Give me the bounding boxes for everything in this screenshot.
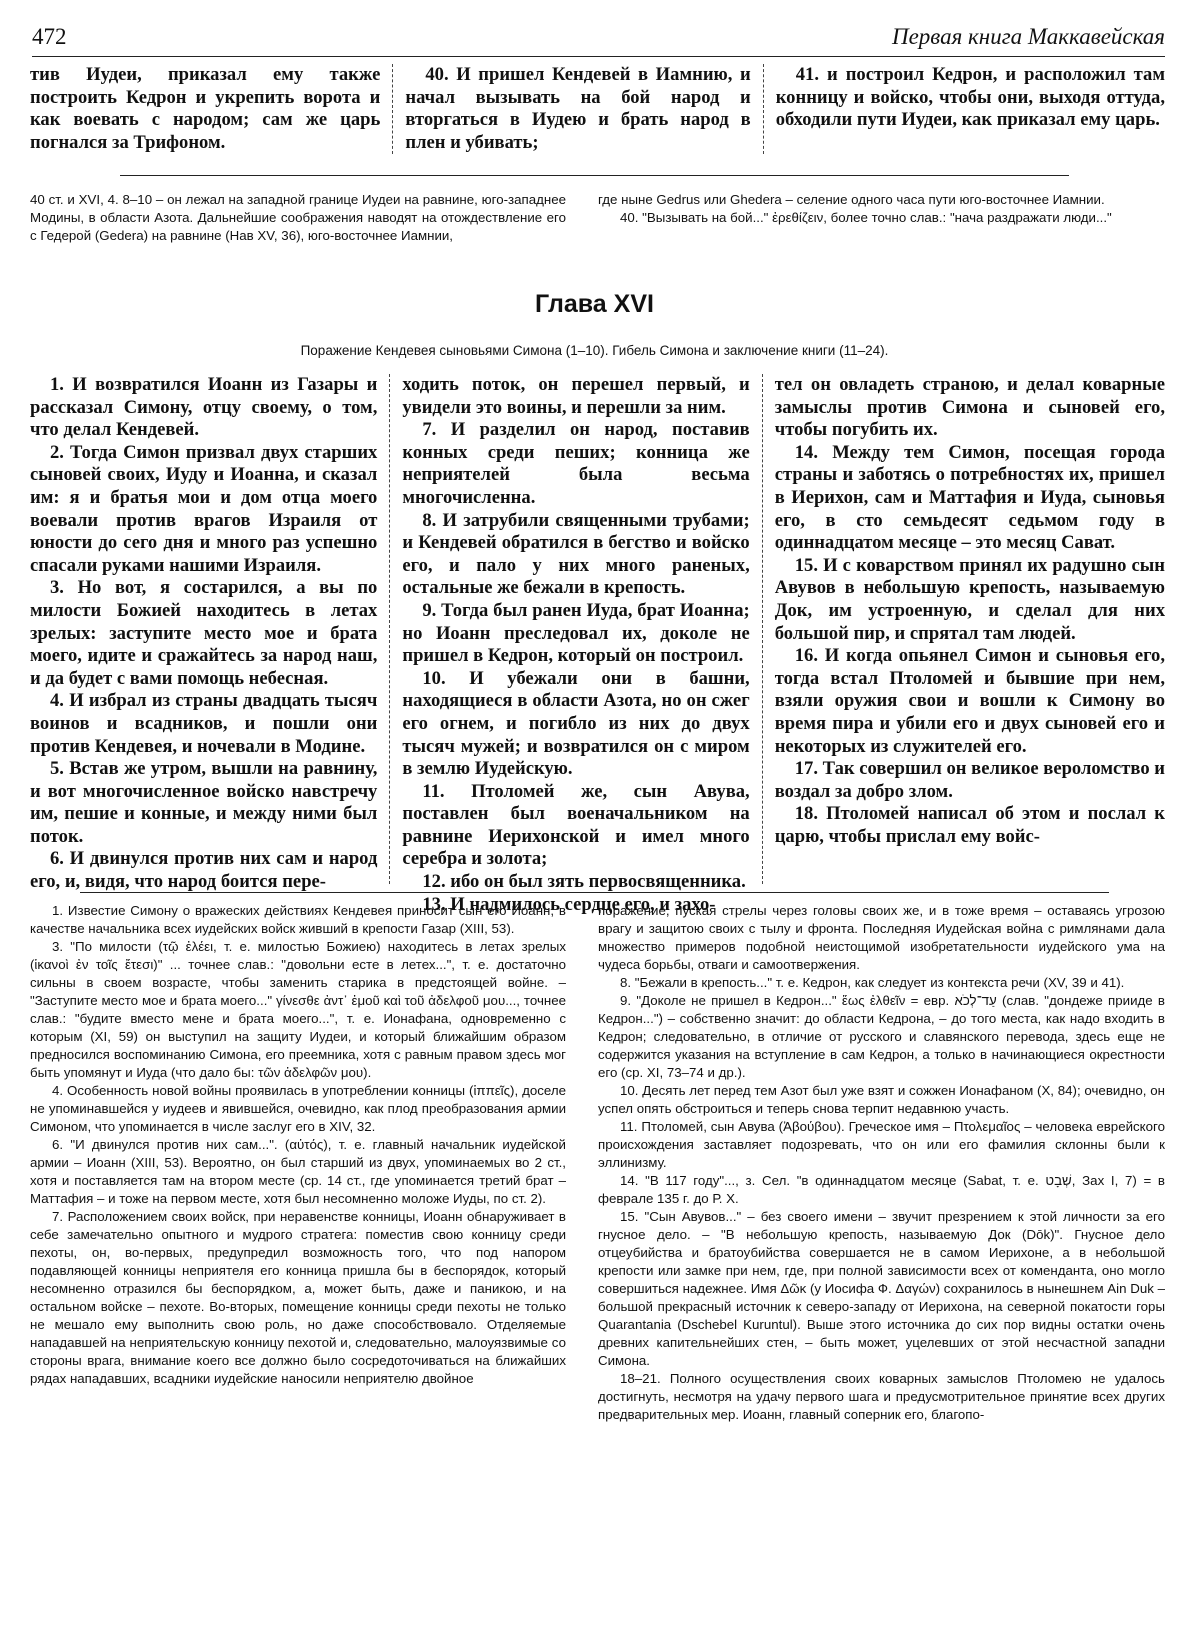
verse-6: 6. И двинулся против них сам и народ его, и, видя, что народ боится пере- bbox=[30, 848, 378, 893]
verse-40: 40. И пришел Кендевей в Иамнию, и начал вызывать на бой народ и вторгаться в Иудею и брать народ в плен и убивать; bbox=[405, 64, 751, 153]
top-footnote-left bbox=[30, 191, 582, 245]
verse-16: 16. И когда опьянел Симон и сыновья его, тогда встал Птоломей и бывшие при нем, взяли оружия свои и вошли к Симону во время пира и убили его и двух сыновей его и некоторых из служителей его. bbox=[774, 645, 1165, 757]
footnote-continuation: поражение, пуская стрелы через головы своих же, и в тоже время – оставаясь угрозою врагу и защитою своих с тылу и фронта. Последняя Иудейская война с римлянами дала множество примеров подобной неистощимой изобретательности иудейского ума на чудеса борьбы, отваги и самоотвержения. bbox=[598, 903, 1165, 972]
footnote-8: 8. "Бежали в крепость..." т. е. Кедрон, как следует из контекста речи (XV, 39 и 41). bbox=[620, 975, 1125, 990]
top-column-2 bbox=[393, 64, 762, 154]
verse-5: 5. Встав же утром, вышли на равнину, и вот многочисленное войско навстречу им, пешие и конные, и между ними был поток. bbox=[30, 758, 378, 847]
main-text-columns bbox=[30, 374, 1165, 915]
footnote-text: 40. "Вызывать на бой..." ἐρεθίζειν, более точно слав.: "нача раздражати люди..." bbox=[620, 210, 1112, 225]
footnote-15: 15. "Сын Авувов..." – без своего имени – звучит презрением к этой личности за его гнусное дело. – "В небольшую крепость, называемую Док (Dōk)". Гнусное дело отцеубийства и братоубийства совершается не в самом Иерихоне, а в небольшой крепости или замке при нем, где, при полной зависимости всех от коменданта, оно могло совершиться надежнее. Имя Δῶκ (у Иосифа Ф. Δαγών) сохранилось в нынешнем Ain Duk – большой прекрасный источник к северо-западу от Иерихона, на северной покатости горы Quarantania (Dschebel Kuruntul). Выше этого источника до сих пор видны остатки очень древних капительнейших стен, – быть может, уцелевших от этой несчастной западни Симона. bbox=[598, 1209, 1165, 1368]
verse-2: 2. Тогда Симон призвал двух старших сыновей своих, Иуду и Иоанна, и сказал им: я и братья мои и дом отца моего воевали против врагов Израиля от юности до сего дня и много раз успешно спасали руками нашими Израиля. bbox=[30, 441, 378, 576]
verse-continuation: тел он овладеть страною, и делал коварные замыслы против Симона и сыновей его, чтобы погубить их. bbox=[774, 374, 1165, 441]
verse-15: 15. И с коварством принял их радушно сын Авувов в небольшую крепость, называемую Док, им устроенную, и сделал для них большой пир, и спрятал там людей. bbox=[774, 554, 1165, 644]
footnote-9: 9. "Доколе не пришел в Кедрон..." ἕως ἐλθεῖν = евр. עַד־לְכֹא (слав. "дондеже прииде в Кедрон...") – собственно значит: до области Кедрона, – до того места, как надо входить в Кедрон; следовательно, в отличие от русского и славянского перевода, здесь еще не содержится указания на вступление в сам Кедрон, а только в начинающиеся окрестности его (ср. XI, 73–74 и др.). bbox=[598, 993, 1165, 1080]
footnote-18-21: 18–21. Полного осуществления своих коварных замыслов Птоломею не удалось достигнуть, несмотря на удачу первого шага и предусмотрительное принятие всех других предварительных мер. Иоанн, главный соперник его, благопо- bbox=[598, 1371, 1165, 1422]
footnote-7: 7. Расположением своих войск, при неравенстве конницы, Иоанн обнаруживает в себе замечательно опытного и мудрого стратега: поместив свою конницу среди пехоты, он, во-первых, предупредил возможность того, что под напором подавляющей конницы неприятеля его конница пришла бы в беспорядок, который несомненно отразился бы беспорядком, а, может быть, даже и паникою, и на остальном войске – пехоте. Во-вторых, помещение конницы среди пехоты не только не мешало ему выполнить свою роль, но даже способствовало. Отделяемые нападавшей на неприятельскую конницу пехотой и, следовательно, малоуязвимые со стороны врага, внимание коего все должно было сосредоточиваться на ближайших рядах нападавших, всадники иудейские наносили неприятелю двойное bbox=[30, 1209, 566, 1386]
verse-10: 10. И убежали они в башни, находящиеся в области Азота, но он сжег его огнем, и погибло из них до двух тысяч мужей; и возвратился он с миром в землю Иудейскую. bbox=[402, 667, 750, 780]
verse-continuation: тив Иудеи, приказал ему также построить Кедрон и укрепить ворота и как воевать с народом; сам же царь погнался за Трифоном. bbox=[30, 64, 381, 153]
verse-9: 9. Тогда был ранен Иуда, брат Иоанна; но Иоанн преследовал их, доколе не пришел в Кедрон, который он построил. bbox=[402, 599, 750, 667]
verse-12: 12. ибо он был зять первосвященника. bbox=[422, 871, 746, 893]
verse-1: 1. И возвратился Иоанн из Газары и рассказал Симону, отцу своему, о том, что делал Кендевей. bbox=[30, 374, 378, 441]
top-column-1 bbox=[30, 64, 392, 154]
verse-18: 18. Птоломей написал об этом и послал к царю, чтобы прислал ему войс- bbox=[774, 803, 1165, 847]
running-header bbox=[32, 20, 1165, 57]
top-footnote-right bbox=[582, 191, 1165, 245]
footnote-6: 6. "И двинулся против них сам...". (αὐτός), т. е. главный начальник иудейской армии – Иоанн (XIII, 53). Вероятно, он был старший из двух, упоминаемых во 2 ст., хотя и поставляется там на втором месте (ср. 14 ст., где упоминается третий брат – Маттафия – и тоже на первом месте, хотя был несомненно моложе Иуды, по ст. 2). bbox=[30, 1137, 566, 1206]
chapter-summary: Поражение Кендевея сыновьями Симона (1–10). Гибель Симона и заключение книги (11–24). bbox=[300, 343, 889, 358]
main-column-2 bbox=[390, 374, 761, 915]
verse-17: 17. Так совершил он великое вероломство и воздал за добро злом. bbox=[774, 758, 1165, 802]
verse-13: 13. И надмилось сердце его, и захо- bbox=[422, 893, 716, 915]
chapter-title: Глава XVI bbox=[535, 290, 654, 318]
verse-4: 4. И избрал из страны двадцать тысяч воинов и всадников, и пошли они против Кендевея, и ночевали в Модине. bbox=[30, 690, 378, 757]
top-text-columns bbox=[30, 64, 1165, 154]
footnote-1: 1. Известие Симону о вражеских действиях Кендевея приносит сын его Иоанн, в качестве начальника всех иудейских войск живший в крепости Газар (XIII, 53). bbox=[30, 903, 566, 936]
footnotes-right bbox=[582, 902, 1165, 1617]
section-divider bbox=[120, 175, 1069, 176]
book-title: Первая книга Маккавейская bbox=[891, 24, 1165, 49]
verse-11: 11. Птоломей же, сын Авува, поставлен был военачальником на равнине Иерихонской и имел много серебра и золота; bbox=[402, 780, 750, 870]
footnote-text: 40 ст. и XVI, 4. 8–10 – он лежал на западной границе Иудеи на равнине, юго-западнее Модины, в области Азота. Дальнейшие соображения наводят на отождествление его с Гедерой (Gedera) на равнине (Нав XV, 36), юго-восточнее Иамнии, bbox=[30, 192, 566, 243]
page-number: 472 bbox=[32, 24, 67, 49]
main-footnotes bbox=[30, 902, 1165, 1617]
verse-8: 8. И затрубили священными трубами; и Кендевей обратился в бегство и войско его, и пало у них много раненых, остальные же бежали в крепость. bbox=[402, 509, 750, 599]
footnote-11: 11. Птоломей, сын Авува (Ἀβούβου). Греческое имя – Πτολεμαῖος – человека еврейского происхождения заставляет подозревать, что он или его фамилия склонны были к эллинизму. bbox=[598, 1119, 1165, 1170]
footnote-3: 3. "По милости (τῷ ἐλέει, т. е. милостью Божиею) находитесь в летах зрелых (ἱκανοὶ ἐν τοῖς ἔτεσι)" ... точнее слав.: "довольни есте в летех...", т. е. достаточно сильны в своем возрасте, чтобы заменить старика в предстоящей войне. – "Заступите место мое и брата моего..." γίνεσθε ἀντ᾽ ἐμοῦ καὶ τοῦ ἀδελφοῦ μου..., точнее слав.: "будите вместо мене и брата моего...", т. е. Ионафана, одновременно с которым (XI, 59) он выступил на защиту Иудеи, и который ближайшим образом предносился воспоминанию Симона, его преемника, хотя с равным правом здесь мог быть упомянут и Иуда (что дало бы: τῶν ἀδελφῶν μου). bbox=[30, 939, 566, 1080]
section-divider bbox=[80, 892, 1109, 893]
top-footnotes bbox=[30, 191, 1165, 245]
top-column-3 bbox=[764, 64, 1165, 154]
verse-continuation: ходить поток, он перешел первый, и увидели это воины, и перешли за ним. bbox=[402, 374, 750, 418]
verse-14: 14. Между тем Симон, посещая города страны и заботясь о потребностях их, пришел в Иерихон, сам и Маттафия и Иуда, сыновья его, в сто семьдесят седьмом году в одиннадцатом месяце – это месяц Сават. bbox=[774, 441, 1165, 554]
main-column-3 bbox=[763, 374, 1165, 884]
verse-41: 41. и построил Кедрон, и расположил там конницу и войско, чтобы они, выходя оттуда, обходили пути Иудеи, как приказал ему царь. bbox=[775, 64, 1165, 131]
footnote-text: где ныне Gedrus или Ghedera – селение одного часа пути юго-восточнее Иамнии. bbox=[598, 192, 1105, 207]
footnote-14: 14. "В 117 году"..., з. Сел. "в одиннадцатом месяце (Sabat, т. е. שְׁבָט, Зах I, 7) = в феврале 135 г. до Р. Х. bbox=[598, 1173, 1165, 1206]
verse-3: 3. Но вот, я состарился, а вы по милости Божией находитесь в летах зрелых: заступите место мое и брата моего, идите и сражайтесь за народ наш, и да будет с вами помощь небесная. bbox=[30, 577, 378, 689]
main-column-1 bbox=[30, 374, 389, 893]
footnote-4: 4. Особенность новой войны проявилась в употреблении конницы (ἱππεῖς), доселе не упоминавшейся у иудеев и явившейся, очевидно, как плод преобразования армии Симоном, что упоминается в числе заслуг его в XIV, 32. bbox=[30, 1083, 566, 1134]
footnotes-left bbox=[30, 902, 582, 1617]
verse-7: 7. И разделил он народ, поставив конных среди пеших; конница же неприятелей была весьма многочисленна. bbox=[402, 419, 750, 508]
footnote-10: 10. Десять лет перед тем Азот был уже взят и сожжен Ионафаном (X, 84); очевидно, он успел опять обстроиться и теперь снова терпит недавнюю участь. bbox=[598, 1083, 1165, 1116]
